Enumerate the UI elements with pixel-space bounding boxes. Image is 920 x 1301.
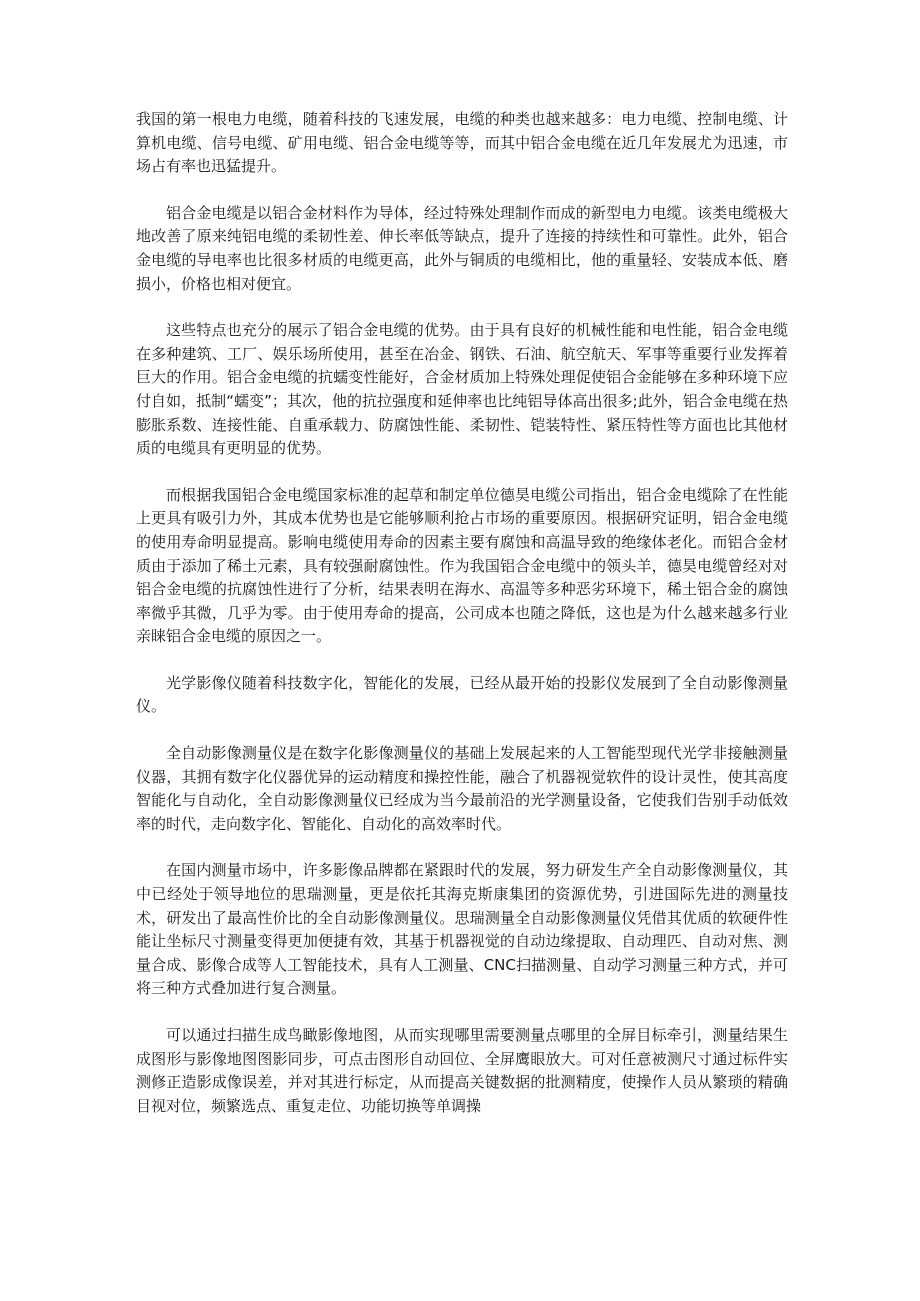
paragraph-8: 可以通过扫描生成鸟瞰影像地图，从而实现哪里需要测量点哪里的全屏目标牵引，测量结果生成图形与影像地图图影同步，可点击图形自动回位、全屏鹰眼放大。可对任意被测尺寸通过标件实测修正造影成像误差，并对其进行标定，从而提高关键数据的批测精度，使操作人员从繁琐的精确目视对位，频繁选点、重复走位、功能切换等单调操: [136, 1026, 788, 1115]
document-body: [136, 108, 788, 1141]
paragraph-5: 光学影像仪随着科技数字化，智能化的发展，已经从最开始的投影仪发展到了全自动影像测量仪。: [136, 673, 788, 716]
paragraph-3: 这些特点也充分的展示了铝合金电缆的优势。由于具有良好的机械性能和电性能，铝合金电缆在多种建筑、工厂、娱乐场所使用，甚至在冶金、钢铁、石油、航空航天、军事等重要行业发挥着巨大的作用。铝合金电缆的抗蠕变性能好，合金材质加上特殊处理促使铝合金能够在多种环境下应付自如，抵制“蠕变”；其次，他的抗拉强度和延伸率也比纯铝导体高出很多;此外，铝合金电缆在热膨胀系数、连接性能、自重承载力、防腐蚀性能、柔韧性、铠装特性、紧压特性等方面也比其他材质的电缆具有更明显的优势。: [136, 321, 788, 458]
paragraph-4: 而根据我国铝合金电缆国家标准的起草和制定单位德昊电缆公司指出，铝合金电缆除了在性能上更具有吸引力外，其成本优势也是它能够顺利抢占市场的重要原因。根据研究证明，铝合金电缆的使用寿命明显提高。影响电缆使用寿命的因素主要有腐蚀和高温导致的绝缘体老化。而铝合金材质由于添加了稀土元素，具有较强耐腐蚀性。作为我国铝合金电缆中的领头羊，德昊电缆曾经对对铝合金电缆的抗腐蚀性进行了分析，结果表明在海水、高温等多种恶劣环境下，稀土铝合金的腐蚀率微乎其微，几乎为零。由于使用寿命的提高，公司成本也随之降低，这也是为什么越来越多行业亲睐铝合金电缆的原因之一。: [136, 485, 788, 646]
paragraph-1: 我国的第一根电力电缆，随着科技的飞速发展，电缆的种类也越来越多：电力电缆、控制电缆、计算机电缆、信号电缆、矿用电缆、铝合金电缆等等，而其中铝合金电缆在近几年发展尤为迅速，市场占有率也迅猛提升。: [136, 110, 788, 176]
paragraph-6: 全自动影像测量仪是在数字化影像测量仪的基础上发展起来的人工智能型现代光学非接触测量仪器，其拥有数字化仪器优异的运动精度和操控性能，融合了机器视觉软件的设计灵性，使其高度智能化与自动化，全自动影像测量仪已经成为当今最前沿的光学测量设备，它使我们告别手动低效率的时代，走向数字化、智能化、自动化的高效率时代。: [136, 744, 788, 833]
paragraph-2: 铝合金电缆是以铝合金材料作为导体，经过特殊处理制作而成的新型电力电缆。该类电缆极大地改善了原来纯铝电缆的柔韧性差、伸长率低等缺点，提升了连接的持续性和可靠性。此外，铝合金电缆的导电率也比很多材质的电缆更高，此外与铜质的电缆相比，他的重量轻、安装成本低、磨损小，价格也相对便宜。: [136, 203, 788, 293]
paragraph-7: 在国内测量市场中，许多影像品牌都在紧跟时代的发展，努力研发生产全自动影像测量仪，其中已经处于领导地位的思瑞测量，更是依托其海克斯康集团的资源优势，引进国际先进的测量技术，研发出了最高性价比的全自动影像测量仪。思瑞测量全自动影像测量仪凭借其优质的软硬件性能让坐标尺寸测量变得更加便捷有效，其基于机器视觉的自动边缘提取、自动理匹、自动对焦、测量合成、影像合成等人工智能技术，具有人工测量、CNC扫描测量、自动学习测量三种方式，并可将三种方式叠加进行复合测量。: [136, 861, 788, 998]
